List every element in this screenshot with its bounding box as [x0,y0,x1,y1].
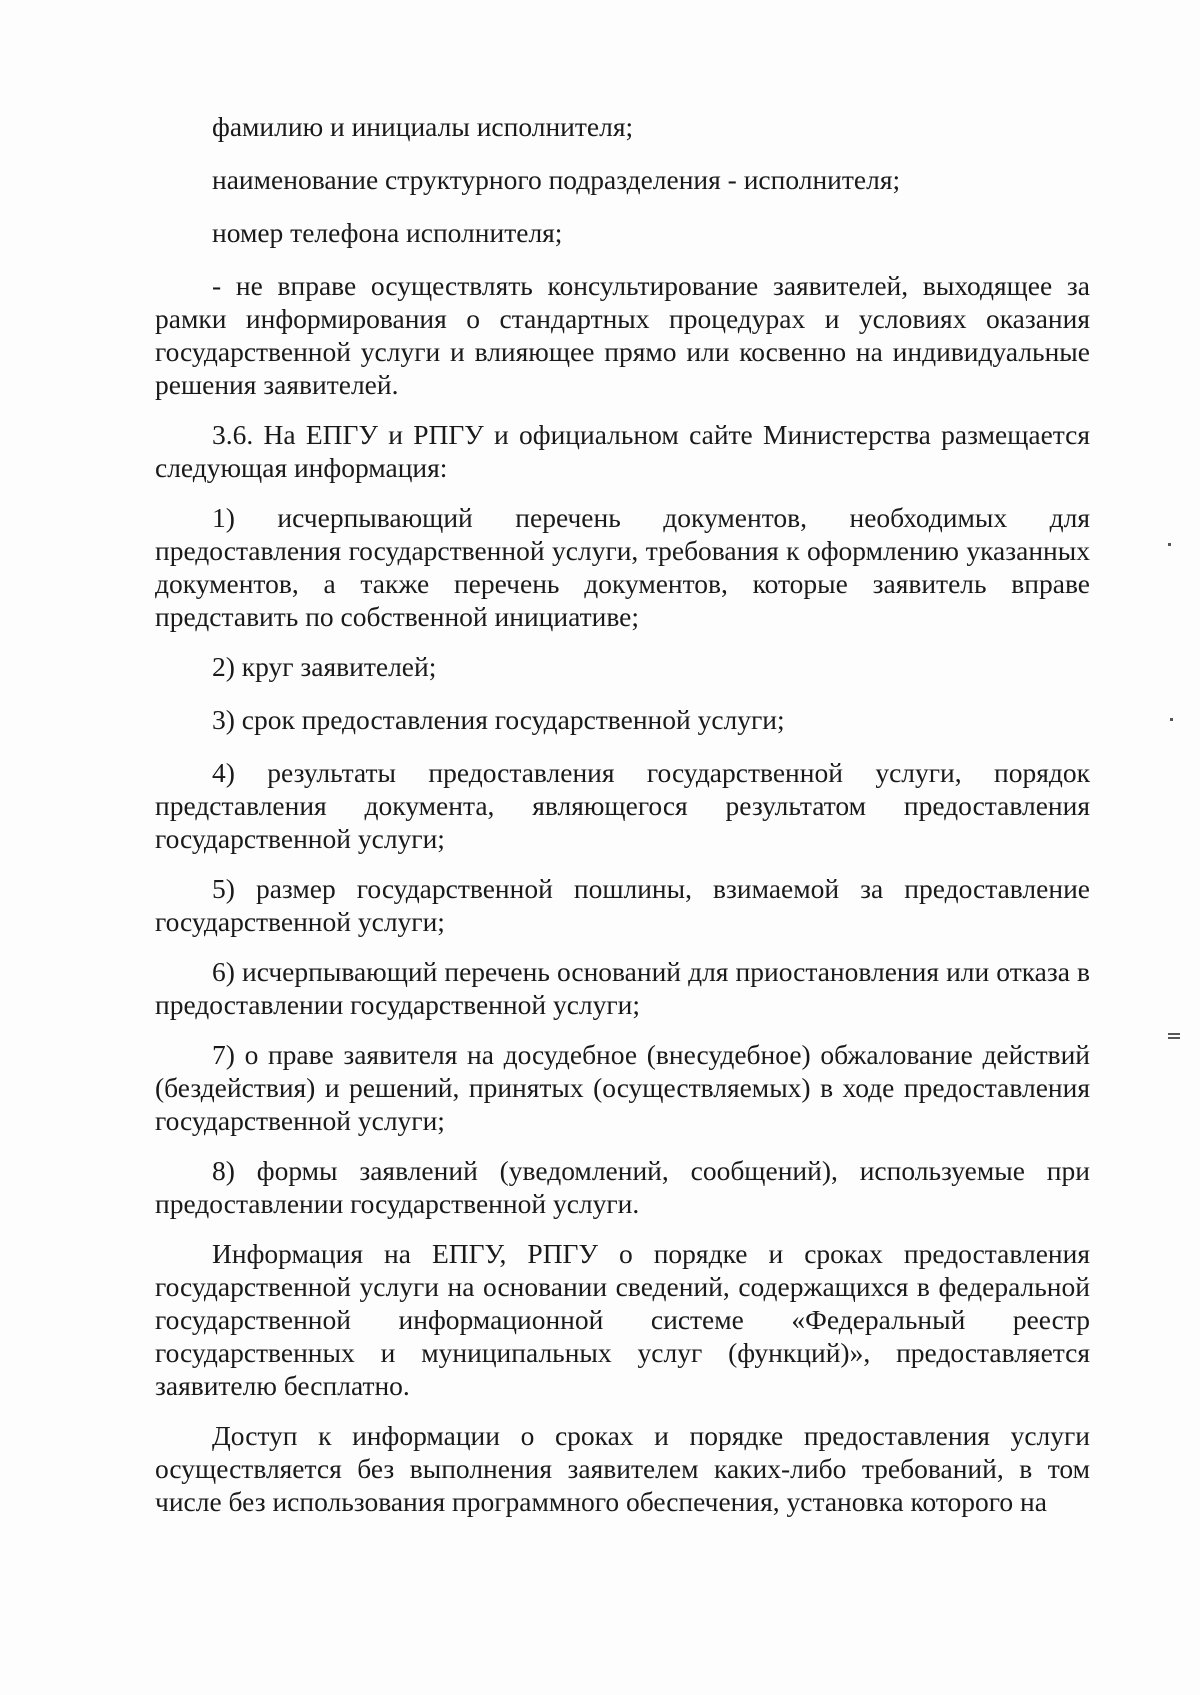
paragraph-section-3-6: 3.6. На ЕПГУ и РПГУ и официальном сайте Министерства размещается следующая информация: [155,419,1090,483]
list-item-7: 7) о праве заявителя на досудебное (внесудебное) обжалование действий (бездействия) и решений, принятых (осуществляемых) в ходе предоставления государственной услуги; [155,1039,1090,1136]
paragraph-information-free: Информация на ЕПГУ, РПГУ о порядке и сроках предоставления государственной услуги на основании сведений, содержащихся в федеральной государственной информационной системе «Федеральный реестр государственных и муниципальных услуг (функций)», предоставляется заявителю бесплатно. [155,1238,1090,1401]
list-item-4: 4) результаты предоставления государственной услуги, порядок представления документа, являющегося результатом предоставления государственной услуги; [155,757,1090,854]
list-item-2: 2) круг заявителей; [212,651,437,682]
scan-speck [1168,1037,1180,1039]
list-line-executor-name: фамилию и инициалы исполнителя; [212,111,634,142]
paragraph-consulting-restriction: - не вправе осуществлять консультирование заявителей, выходящее за рамки информирования о стандартных процедурах и условиях оказания государственной услуги и влияющее прямо или косвенно на индивидуальные решения заявителей. [155,270,1090,400]
document-body [155,110,1090,1535]
list-item-1: 1) исчерпывающий перечень документов, необходимых для предоставления государственной услуги, требования к оформлению указанных документов, а также перечень документов, которые заявитель вправе представить по собственной инициативе; [155,502,1090,632]
list-item-6: 6) исчерпывающий перечень оснований для приостановления или отказа в предоставлении государственной услуги; [155,956,1090,1020]
list-line-executor-department: наименование структурного подразделения - исполнителя; [212,164,901,195]
list-item-5: 5) размер государственной пошлины, взимаемой за предоставление государственной услуги; [155,873,1090,937]
list-item-8: 8) формы заявлений (уведомлений, сообщений), используемые при предоставлении государственной услуги. [155,1155,1090,1219]
list-item-3: 3) срок предоставления государственной услуги; [212,704,785,735]
scan-speck [1170,718,1173,721]
scan-speck [1168,1033,1180,1035]
scan-speck [1168,543,1171,546]
paragraph-access-to-information: Доступ к информации о сроках и порядке предоставления услуги осуществляется без выполнения заявителем каких-либо требований, в том числе без использования программного обеспечения, установка которого на [155,1420,1090,1517]
list-line-executor-phone: номер телефона исполнителя; [212,217,563,248]
